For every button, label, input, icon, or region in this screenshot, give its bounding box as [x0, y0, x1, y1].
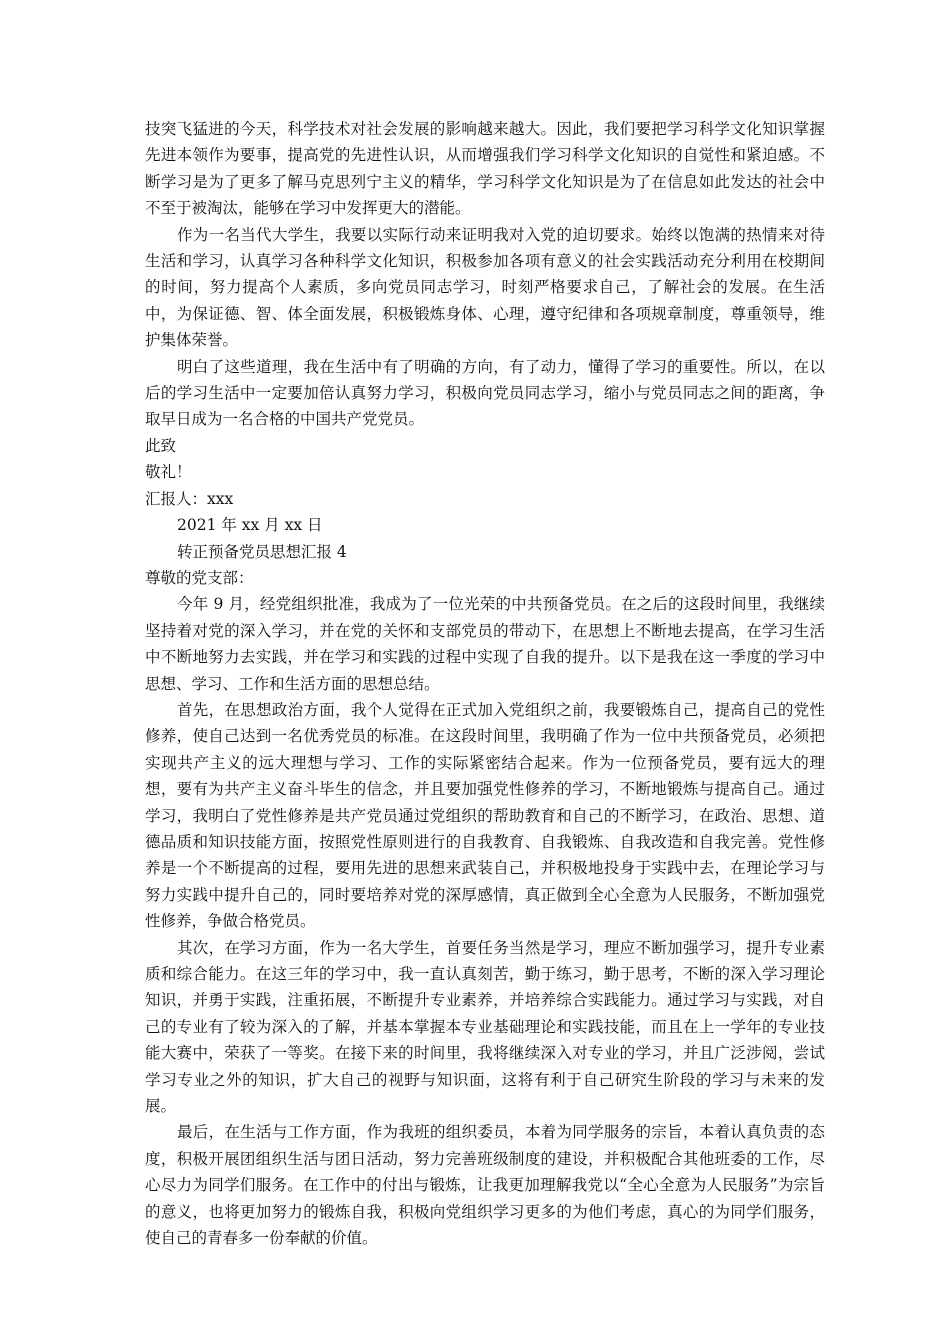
paragraph-5: 首先，在思想政治方面，我个人觉得在正式加入党组织之前，我要锻炼自己，提高自己的党性修养，使自己达到一名优秀党员的标准。在这段时间里，我明确了作为一位中共预备党员，必须把实现共产主义的远大理想与学习、工作的实际紧密结合起来。作为一位预备党员，要有远大的理想，要有为共产主义奋斗毕生的信念，并且要加强党性修养的学习，不断地锻炼与提高自己。通过学习，我明白了党性修养是共产党员通过党组织的帮助教育和自己的不断学习，在政治、思想、道德品质和知识技能方面，按照党性原则进行的自我教育、自我锻炼、自我改造和自我完善。党性修养是一个不断提高的过程，要用先进的思想来武装自己，并积极地投身于实践中去，在理论学习与努力实践中提升自己的，同时要培养对党的深厚感情，真正做到全心全意为人民服务，不断加强党性修养，争做合格党员。: [145, 700, 825, 931]
paragraph-3: 明白了这些道理，我在生活中有了明确的方向，有了动力，懂得了学习的重要性。所以，在以后的学习生活中一定要加倍认真努力学习，积极向党员同志学习，缩小与党员同志之间的距离，争取早日成为一名合格的中国共产党党员。: [145, 357, 825, 429]
paragraph-1: 技突飞猛进的今天，科学技术对社会发展的影响越来越大。因此，我们要把学习科学文化知识掌握先进本领作为要事，提高党的先进性认识，从而增强我们学习科学文化知识的自觉性和紧迫感。不断学习是为了更多了解马克思列宁主义的精华，学习科学文化知识是为了在信息如此发达的社会中不至于被淘汰，能够在学习中发挥更大的潜能。: [145, 120, 825, 218]
paragraph-6: 其次，在学习方面，作为一名大学生，首要任务当然是学习，理应不断加强学习，提升专业素质和综合能力。在这三年的学习中，我一直认真刻苦，勤于练习，勤于思考，不断的深入学习理论知识，并勇于实践，注重拓展，不断提升专业素养，并培养综合实践能力。通过学习与实践，对自己的专业有了较为深入的了解，并基本掌握本专业基础理论和实践技能，而且在上一学年的专业技能大赛中，荣获了一等奖。在接下来的时间里，我将继续深入对专业的学习，并且广泛涉阅，尝试学习专业之外的知识，扩大自己的视野与知识面，这将有利于自己研究生阶段的学习与未来的发展。: [145, 938, 825, 1116]
reporter-line: 汇报人：xxx: [145, 489, 234, 508]
greeting-line: 尊敬的党支部：: [145, 568, 254, 587]
document-page: [145, 116, 825, 1251]
date-line: 2021 年 xx 月 xx 日: [177, 516, 323, 535]
closing-line: 此致: [145, 436, 177, 455]
paragraph-2: 作为一名当代大学生，我要以实际行动来证明我对入党的迫切要求。始终以饱满的热情来对待生活和学习，认真学习各种科学文化知识，积极参加各项有意义的社会实践活动充分利用在校期间的时间，努力提高个人素质，多向党员同志学习，时刻严格要求自己，了解社会的发展。在生活中，为保证德、智、体全面发展，积极锻炼身体、心理，遵守纪律和各项规章制度，尊重领导，维护集体荣誉。: [145, 225, 825, 350]
paragraph-7: 最后，在生活与工作方面，作为我班的组织委员，本着为同学服务的宗旨，本着认真负责的态度，积极开展团组织生活与团日活动，努力完善班级制度的建设，并积极配合其他班委的工作，尽心尽力为同学们服务。在工作中的付出与锻炼，让我更加理解我党以“全心全意为人民服务”为宗旨的意义，也将更加努力的锻炼自我，积极向党组织学习更多的为他们考虑，真心的为同学们服务，使自己的青春多一份奉献的价值。: [145, 1123, 825, 1248]
report-title: 转正预备党员思想汇报 4: [177, 542, 347, 561]
salute-line: 敬礼！: [145, 463, 192, 482]
paragraph-4: 今年 9 月，经党组织批准，我成为了一位光荣的中共预备党员。在之后的这段时间里，我继续坚持着对党的深入学习，并在党的关怀和支部党员的带动下，在思想上不断地去提高，在学习生活中不断地努力去实践，并在学习和实践的过程中实现了自我的提升。以下是我在这一季度的学习中思想、学习、工作和生活方面的思想总结。: [145, 595, 825, 693]
